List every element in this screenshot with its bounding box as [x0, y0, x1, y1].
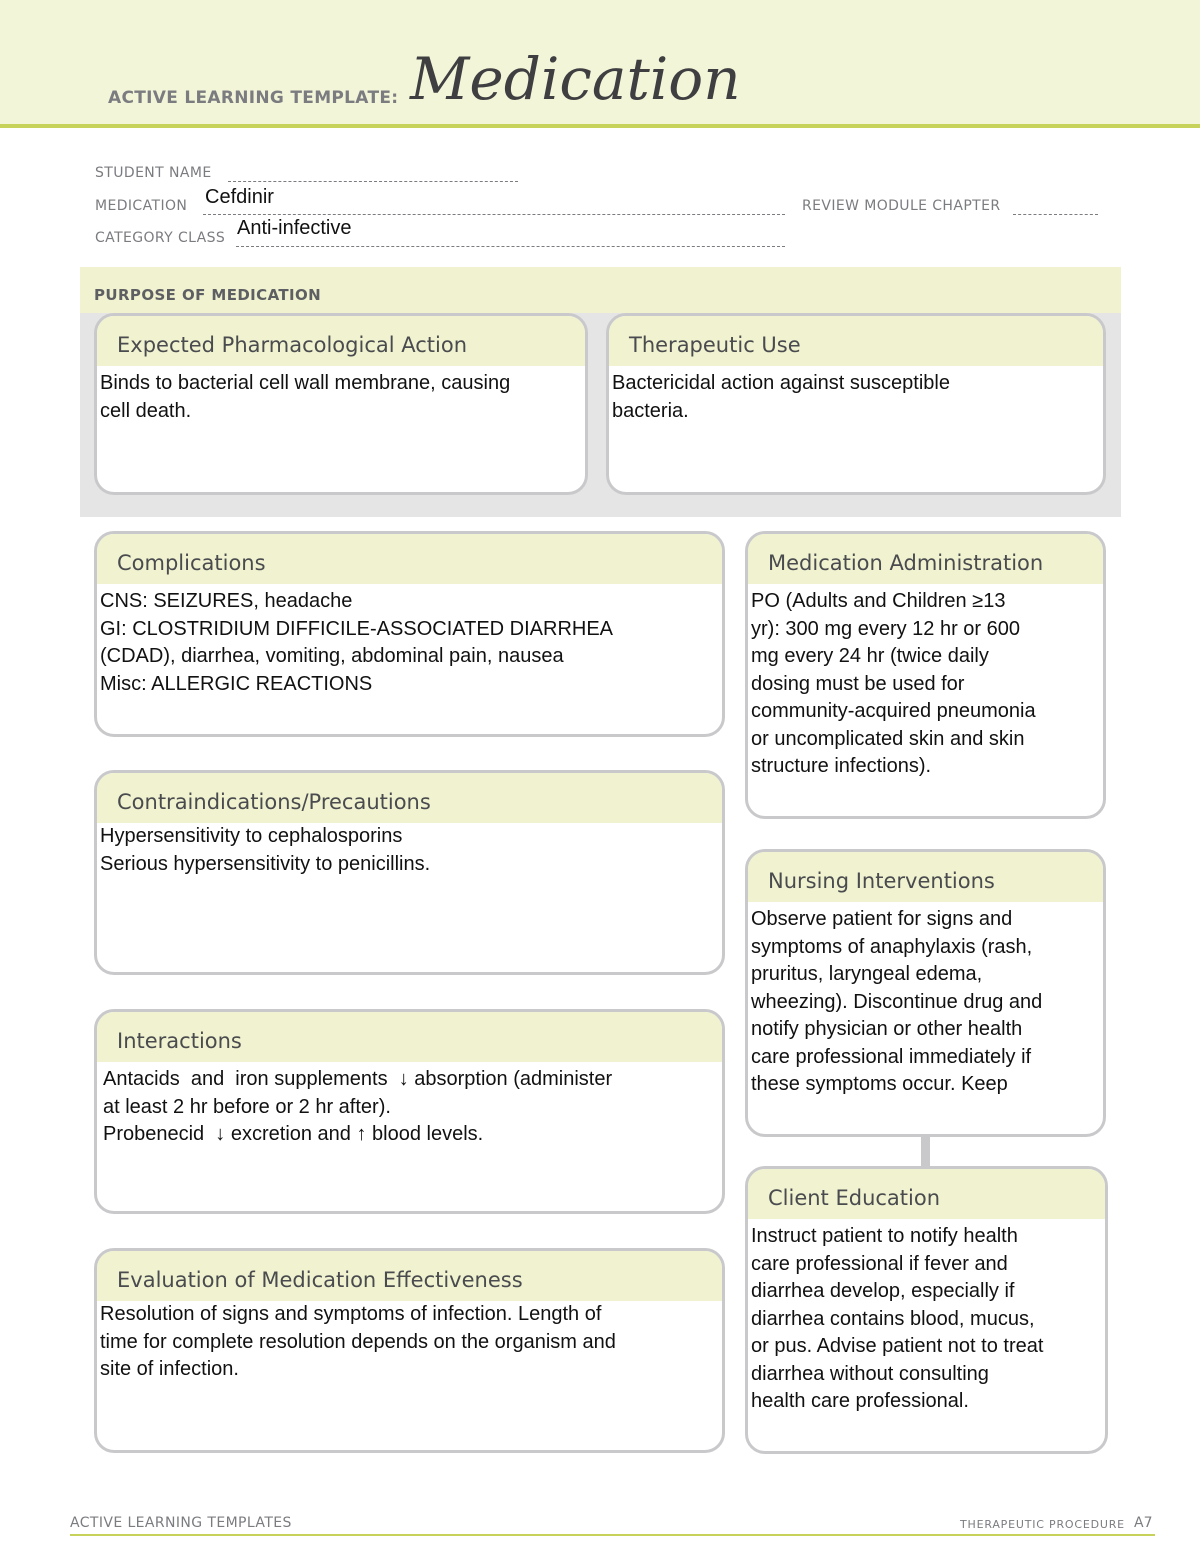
footer-left: ACTIVE LEARNING TEMPLATES — [70, 1515, 292, 1531]
contraindications-title: Contraindications/Precautions — [97, 773, 722, 823]
evaluation-text[interactable]: Resolution of signs and symptoms of infection. Length of time for complete resolution depends on the organism and site of infection. — [100, 1303, 616, 1380]
contraindications-box — [94, 770, 725, 975]
review-module-field[interactable] — [1013, 213, 1098, 215]
medication-administration-title: Medication Administration — [748, 534, 1103, 584]
review-module-label: REVIEW MODULE CHAPTER — [802, 198, 1001, 214]
nursing-interventions-text[interactable]: Observe patient for signs and symptoms of anaphylaxis (rash, pruritus, laryngeal edema, wheezing). Discontinue drug and notify physician or other health care professional immediately if these symptoms occur. Keep — [751, 908, 1043, 1095]
client-education-title: Client Education — [748, 1169, 1105, 1219]
evaluation-box — [94, 1248, 725, 1453]
contraindications-text[interactable]: Hypersensitivity to cephalosporins Serious hypersensitivity to penicillins. — [100, 825, 431, 875]
medication-field-line — [203, 213, 785, 215]
therapeutic-use-text[interactable]: Bactericidal action against susceptible bacteria. — [612, 372, 950, 422]
medication-administration-box — [745, 531, 1106, 819]
template-label: ACTIVE LEARNING TEMPLATE: — [108, 88, 399, 108]
footer-divider — [70, 1534, 1155, 1536]
medication-field[interactable]: Cefdinir — [205, 186, 274, 208]
purpose-heading: PURPOSE OF MEDICATION — [94, 286, 322, 304]
interactions-text[interactable]: Antacids and iron supplements ↓ absorption (administer at least 2 hr before or 2 hr after). Probenecid ↓ excretion and ↑ blood levels. — [103, 1068, 613, 1145]
interactions-box — [94, 1009, 725, 1214]
therapeutic-use-title: Therapeutic Use — [609, 316, 1103, 366]
footer-right: THERAPEUTIC PROCEDURE — [960, 1518, 1125, 1531]
complications-box — [94, 531, 725, 737]
client-education-box — [745, 1166, 1108, 1454]
page-title: Medication — [410, 45, 741, 113]
expected-action-box — [94, 313, 588, 495]
complications-text[interactable]: CNS: SEIZURES, headache GI: CLOSTRIDIUM DIFFICILE-ASSOCIATED DIARRHEA (CDAD), diarrhea, vomiting, abdominal pain, nausea Misc: ALLERGIC REACTIONS — [100, 590, 614, 695]
medication-administration-text[interactable]: PO (Adults and Children ≥13 yr): 300 mg every 12 hr or 600 mg every 24 hr (twice daily dosing must be used for community-acquired pneumonia or uncomplicated skin and skin structure infections). — [751, 590, 1036, 777]
student-name-field[interactable] — [228, 180, 518, 182]
complications-title: Complications — [97, 534, 722, 584]
nursing-interventions-box — [745, 849, 1106, 1137]
therapeutic-use-box — [606, 313, 1106, 495]
medication-label: MEDICATION — [95, 198, 188, 214]
category-class-field-line — [236, 245, 785, 247]
interactions-title: Interactions — [97, 1012, 722, 1062]
expected-action-text[interactable]: Binds to bacterial cell wall membrane, causing cell death. — [100, 372, 511, 422]
category-class-field[interactable]: Anti-infective — [237, 217, 352, 239]
page-number: A7 — [1134, 1515, 1153, 1531]
client-education-text[interactable]: Instruct patient to notify health care professional if fever and diarrhea develop, especially if diarrhea contains blood, mucus, or pus. Advise patient not to treat diarrhea without consulting health care professional. — [751, 1225, 1044, 1412]
student-name-label: STUDENT NAME — [95, 165, 212, 181]
nursing-interventions-title: Nursing Interventions — [748, 852, 1103, 902]
evaluation-title: Evaluation of Medication Effectiveness — [97, 1251, 722, 1301]
category-class-label: CATEGORY CLASS — [95, 230, 226, 246]
connector-bar — [921, 1134, 930, 1166]
expected-action-title: Expected Pharmacological Action — [97, 316, 585, 366]
